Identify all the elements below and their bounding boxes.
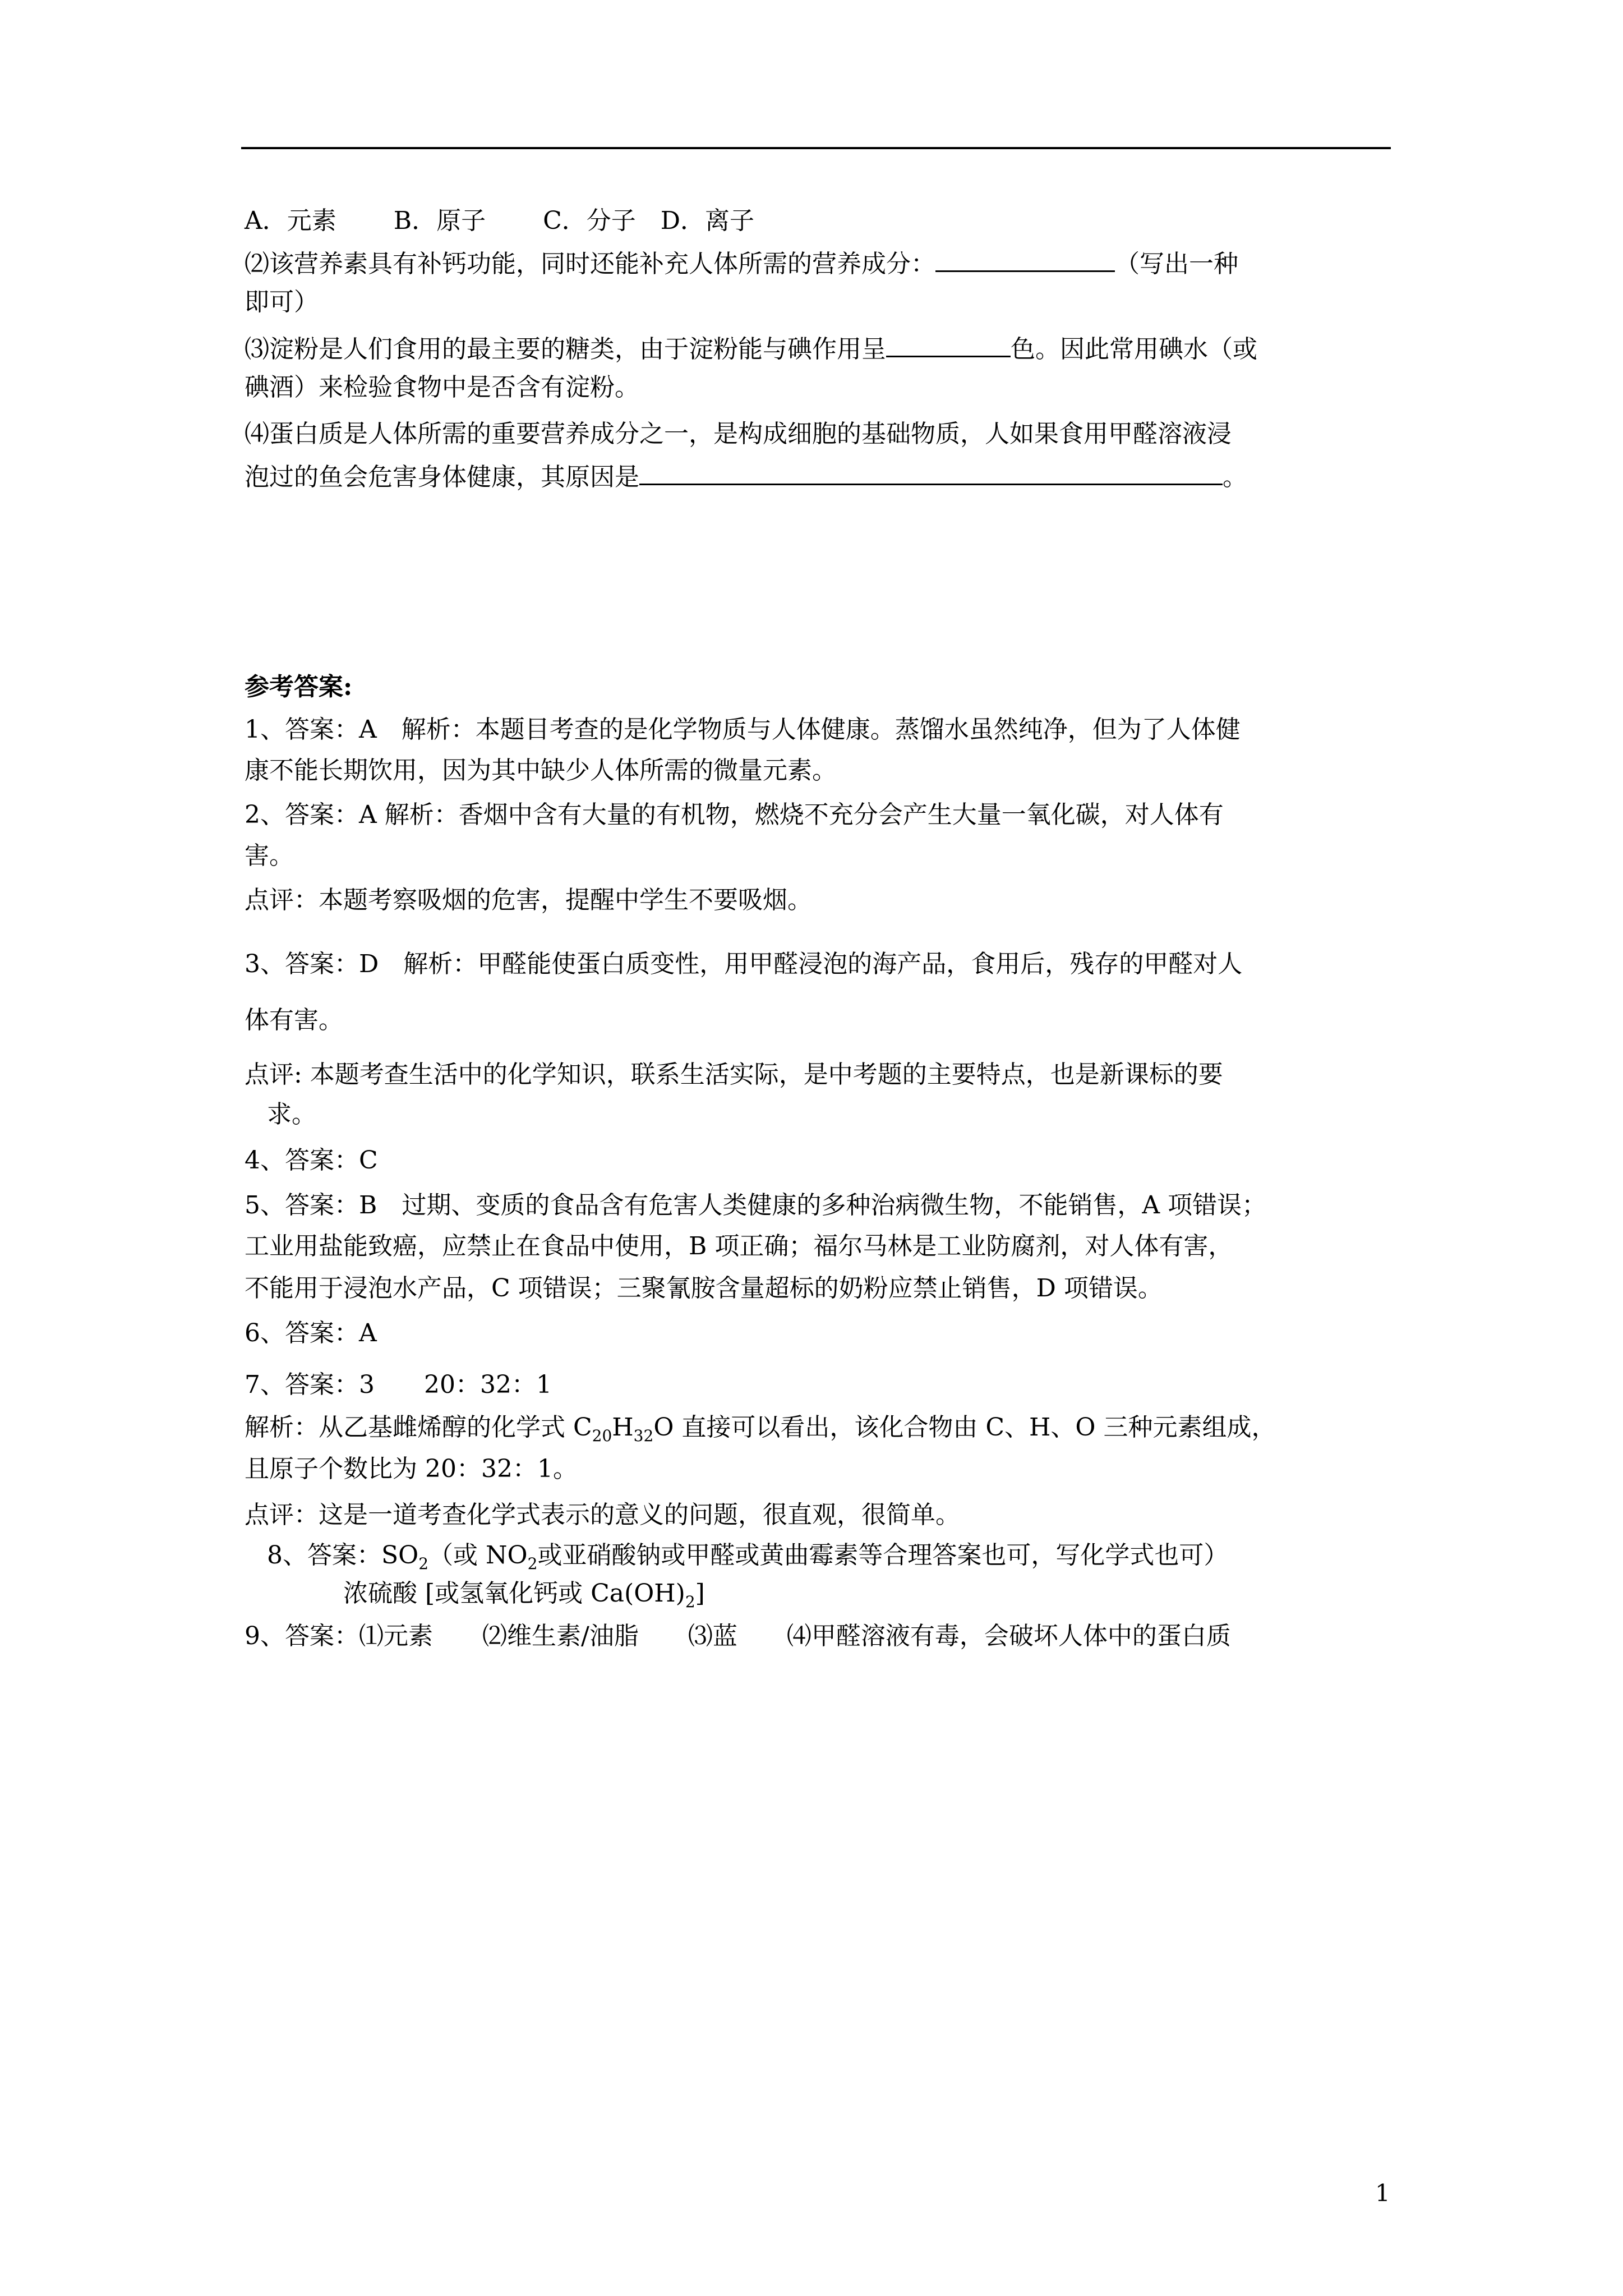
answer-8-line1 xyxy=(267,1539,1228,1572)
answers-heading: 参考答案: xyxy=(245,673,353,701)
subscript: 20 xyxy=(592,1426,612,1445)
answer-5-line2: 工业用盐能致癌，应禁止在食品中使用，B 项正确；福尔马林是工业防腐剂，对人体有害， xyxy=(245,1232,1233,1260)
answer-2-line2: 害。 xyxy=(245,841,294,870)
answer-3-comment-line2: 求。 xyxy=(267,1100,316,1129)
answer-7-analysis-line2: 且原子个数比为 20：32：1。 xyxy=(245,1455,578,1483)
question-3-line2: 碘酒）来检验食物中是否含有淀粉。 xyxy=(245,373,639,402)
answer-7-comment: 点评：这是一道考查化学式表示的意义的问题，很直观，很简单。 xyxy=(245,1501,960,1529)
answer-blank-q3[interactable] xyxy=(886,331,1011,357)
question-options: A．元素 B．原子 C．分子 D．离子 xyxy=(245,206,755,235)
answer-8-text-mid: （或 NO xyxy=(428,1541,528,1570)
header-rule xyxy=(241,147,1391,149)
answer-3-comment-line1: 点评: 本题考查生活中的化学知识，联系生活实际，是中考题的主要特点，也是新课标的要 xyxy=(245,1060,1223,1089)
answer-2-comment: 点评：本题考察吸烟的危害，提醒中学生不要吸烟。 xyxy=(245,886,812,914)
answer-blank-q4[interactable] xyxy=(639,459,1223,485)
answer-8-text-rest: 或亚硝酸钠或甲醛或黄曲霉素等合理答案也可，写化学式也可） xyxy=(537,1541,1229,1570)
question-3-text: ⑶淀粉是人们食用的最主要的糖类，由于淀粉能与碘作用呈 xyxy=(245,335,886,364)
answer-1-line1: 1、答案：A 解析：本题目考查的是化学物质与人体健康。蒸馏水虽然纯净，但为了人体健 xyxy=(245,715,1241,744)
answer-8-line2-close: ] xyxy=(695,1579,705,1608)
answer-6: 6、答案：A xyxy=(245,1319,377,1347)
answer-8-line2 xyxy=(343,1577,705,1610)
answer-5-line1: 5、答案：B 过期、变质的食品含有危害人类健康的多种治病微生物，不能销售，A 项错误； xyxy=(245,1191,1267,1220)
answer-3-line1: 3、答案：D 解析：甲醛能使蛋白质变性，用甲醛浸泡的海产品，食用后，残存的甲醛对人 xyxy=(245,950,1243,978)
answer-5-line3: 不能用于浸泡水产品，C 项错误；三聚氰胺含量超标的奶粉应禁止销售，D 项错误。 xyxy=(245,1274,1163,1303)
question-4-text: 泡过的鱼会危害身体健康，其原因是 xyxy=(245,463,639,491)
question-2-line2: 即可） xyxy=(245,288,319,316)
answer-3-line2: 体有害。 xyxy=(245,1006,343,1034)
question-4-period: 。 xyxy=(1223,463,1247,491)
subscript: 2 xyxy=(418,1554,429,1573)
answer-1-line2: 康不能长期饮用，因为其中缺少人体所需的微量元素。 xyxy=(245,756,837,785)
question-4-line2 xyxy=(245,459,1247,494)
page-number: 1 xyxy=(1375,2179,1390,2207)
answer-7: 7、答案：3 20：32：1 xyxy=(245,1370,552,1399)
answer-7-analysis xyxy=(245,1411,1276,1444)
answer-2-line1: 2、答案：A 解析：香烟中含有大量的有机物，燃烧不充分会产生大量一氧化碳，对人体有 xyxy=(245,800,1224,829)
answer-8-line2-text: 浓硫酸 [或氢氧化钙或 Ca(OH) xyxy=(343,1579,685,1608)
question-4-line1: ⑷蛋白质是人体所需的重要营养成分之一，是构成细胞的基础物质，人如果食用甲醛溶液浸 xyxy=(245,420,1232,448)
answer-9: 9、答案：⑴元素 ⑵维生素/油脂 ⑶蓝 ⑷甲醛溶液有毒，会破坏人体中的蛋白质 xyxy=(245,1622,1231,1650)
question-3-line1 xyxy=(245,331,1257,366)
question-2-line1 xyxy=(245,246,1238,280)
question-3-text-after: 色。因此常用碘水（或 xyxy=(1011,335,1257,364)
answer-blank-q2[interactable] xyxy=(935,246,1115,272)
answer-4: 4、答案：C xyxy=(245,1146,378,1175)
answer-7-analysis-text: 解析：从乙基雌烯醇的化学式 C xyxy=(245,1413,592,1442)
formula-part: H xyxy=(612,1413,634,1442)
question-2-note: （写出一种 xyxy=(1115,250,1238,278)
answer-7-analysis-rest: O 直接可以看出，该化合物由 C、H、O 三种元素组成， xyxy=(653,1413,1276,1442)
answer-8-text: 8、答案：SO xyxy=(267,1541,419,1570)
subscript: 32 xyxy=(633,1426,654,1445)
question-2-text: ⑵该营养素具有补钙功能，同时还能补充人体所需的营养成分： xyxy=(245,250,935,278)
subscript: 2 xyxy=(527,1554,538,1573)
subscript: 2 xyxy=(685,1592,695,1611)
